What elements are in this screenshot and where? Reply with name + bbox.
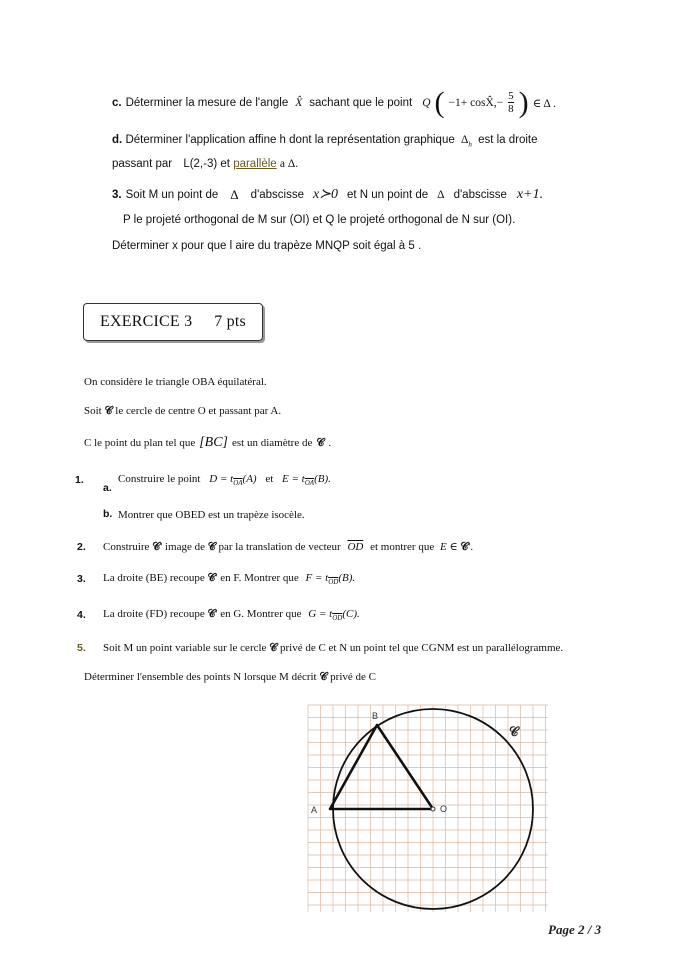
part-c-fraction xyxy=(508,90,514,115)
q5-line1: Soit M un point variable sur le cercle 𝒞 privé de C et N un point tel que CGNM est un parallélogramme. xyxy=(103,642,564,654)
label-B: B xyxy=(372,711,379,721)
circle-symbol: 𝒞 xyxy=(104,405,113,417)
intro-line1: On considère le triangle OBA équilatéral. xyxy=(84,376,267,388)
q2-number: 2. xyxy=(77,541,86,553)
q1a-line: Construire le point $D = t_{\overline{OA}}(A)$ et $E = t_{\overline{OA}}(B)$. xyxy=(118,473,331,488)
delta-symbol: Δ xyxy=(230,186,239,202)
label-circle: 𝒞 xyxy=(509,725,519,740)
label-A: A xyxy=(311,805,318,815)
part-c-label: c. xyxy=(112,96,122,109)
point-L: L(2,-3) xyxy=(183,158,218,170)
q1a-label: a. xyxy=(103,482,112,494)
part-c-angle: X̂ xyxy=(295,96,303,109)
part-c-point: Q xyxy=(422,96,431,109)
segment-BC: [BC] xyxy=(199,435,228,450)
parallele-link: parallèle xyxy=(233,158,277,170)
fraction-numerator: 5 xyxy=(508,90,514,102)
circle-C xyxy=(333,709,533,909)
fraction-denominator: 8 xyxy=(508,103,514,115)
part-c-suffix: ∈ Δ . xyxy=(532,97,556,110)
part-3-line2: P le projeté orthogonal de M sur (OI) et Q le projeté orthogonal de N sur (OI). xyxy=(123,214,516,226)
part-3-line1: 3. Soit M un point de Δ d'abscisse x≻0 et N un point de Δ d'abscisse x+1. xyxy=(112,186,544,202)
part-d-text: Déterminer l'application affine h dont la représentation graphique xyxy=(125,134,455,146)
paren-open: ( xyxy=(434,85,445,119)
q5-number: 5. xyxy=(77,642,86,654)
part-c-text2: sachant que le point xyxy=(309,96,413,109)
exercise-title: EXERCICE 3 xyxy=(100,313,193,330)
exercise-points: 7 pts xyxy=(214,313,246,330)
paren-close: ) xyxy=(518,85,529,119)
part-d-line1 xyxy=(112,134,538,148)
q1b-label: b. xyxy=(103,508,113,520)
vector-OD: $\overline{OD}$ xyxy=(347,541,364,553)
q1-number: 1. xyxy=(75,474,84,486)
q5-line2: Déterminer l'ensemble des points N lorsque M décrit 𝒞 privé de C xyxy=(84,671,376,683)
q4-number: 4. xyxy=(77,609,86,621)
intro-line2: Soit 𝒞 le cercle de centre O et passant par A. xyxy=(84,405,282,417)
triangle-OBA xyxy=(330,725,433,809)
part-c-text1: Déterminer la mesure de l'angle xyxy=(125,96,289,109)
label-O: O xyxy=(440,804,448,814)
part-3-line3: Déterminer x pour que l aire du trapèze MNQP soit égal à 5 . xyxy=(112,240,422,252)
grid-lines xyxy=(308,705,548,912)
page-number: Page 2 / 3 xyxy=(548,922,602,937)
q3-line: La droite (BE) recoupe 𝒞' en F. Montrer que $F = t_{\overline{OD}}(B)$. xyxy=(103,572,356,587)
part-d-text-b: est la droite xyxy=(478,134,538,146)
intro-line3: C le point du plan tel que [BC] est un diamètre de 𝒞 . xyxy=(84,435,332,450)
delta-h: $\Delta_h$ xyxy=(460,134,472,149)
exercise-header-box xyxy=(83,303,263,341)
part-c-coords: −1+ cosX̂,− xyxy=(448,96,504,109)
part-d-line2: passant par L(2,-3) et parallèle a Δ. xyxy=(112,158,299,170)
q2-line: Construire 𝒞' image de 𝒞 par la translation de vecteur $\overline{OD}$ et montrer que E ∈ 𝒞'. xyxy=(103,541,474,553)
q4-line: La droite (FD) recoupe 𝒞' en G. Montrer que $G = t_{\overline{OD}}(C)$. xyxy=(103,608,360,623)
part-d-label: d. xyxy=(112,134,123,146)
q3-number: 3. xyxy=(77,573,86,585)
condition-x: x≻0 xyxy=(313,187,338,202)
q1b-line: Montrer que OBED est un trapèze isocèle. xyxy=(118,509,305,521)
part-c-line xyxy=(112,85,556,119)
point-O-marker xyxy=(431,807,435,811)
